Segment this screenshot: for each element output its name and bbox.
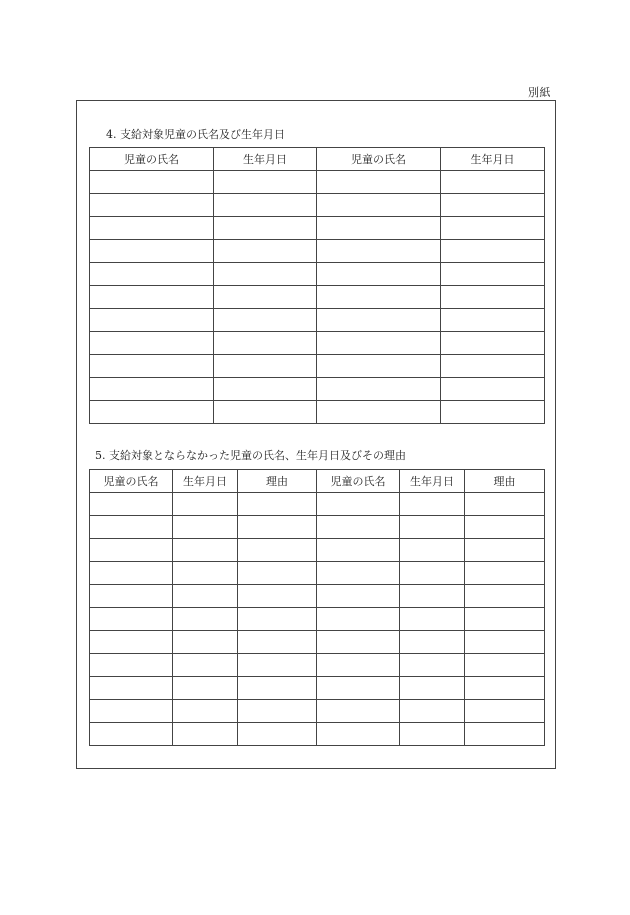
- entry-cell[interactable]: [214, 355, 317, 378]
- table-row: [90, 355, 545, 378]
- entry-cell[interactable]: [317, 539, 400, 562]
- table-row: [90, 585, 545, 608]
- entry-cell[interactable]: [90, 608, 173, 631]
- entry-cell[interactable]: [317, 355, 441, 378]
- entry-cell[interactable]: [90, 286, 214, 309]
- entry-cell[interactable]: [90, 309, 214, 332]
- entry-cell[interactable]: [214, 378, 317, 401]
- entry-cell[interactable]: [214, 240, 317, 263]
- table-row: [90, 654, 545, 677]
- entry-cell[interactable]: [317, 194, 441, 217]
- entry-cell[interactable]: [90, 539, 173, 562]
- entry-cell[interactable]: [317, 332, 441, 355]
- entry-cell[interactable]: [90, 700, 173, 723]
- entry-cell[interactable]: [90, 240, 214, 263]
- entry-cell[interactable]: [173, 654, 238, 677]
- table-row: [90, 539, 545, 562]
- entry-cell[interactable]: [173, 516, 238, 539]
- entry-cell[interactable]: [214, 263, 317, 286]
- table-row: [90, 516, 545, 539]
- entry-cell[interactable]: [214, 194, 317, 217]
- entry-cell[interactable]: [173, 608, 238, 631]
- entry-cell[interactable]: [238, 700, 317, 723]
- entry-cell[interactable]: [214, 401, 317, 424]
- entry-cell[interactable]: [317, 263, 441, 286]
- entry-cell[interactable]: [400, 723, 465, 746]
- entry-cell[interactable]: [465, 585, 545, 608]
- entry-cell[interactable]: [400, 654, 465, 677]
- section-4-heading: 4. 支給対象児童の氏名及び生年月日: [106, 128, 285, 141]
- entry-cell[interactable]: [238, 539, 317, 562]
- table-row: [90, 171, 545, 194]
- ineligible-children-table: [89, 469, 545, 746]
- entry-cell[interactable]: [90, 677, 173, 700]
- entry-cell[interactable]: [441, 286, 545, 309]
- entry-cell[interactable]: [317, 171, 441, 194]
- table-row: [90, 217, 545, 240]
- entry-cell[interactable]: [317, 401, 441, 424]
- table-header-row: [90, 148, 545, 171]
- entry-cell[interactable]: [238, 723, 317, 746]
- entry-cell[interactable]: [90, 516, 173, 539]
- entry-cell[interactable]: [90, 585, 173, 608]
- table-row: [90, 608, 545, 631]
- entry-cell[interactable]: [400, 493, 465, 516]
- column-header-birthdate: 生年月日: [173, 470, 238, 493]
- entry-cell[interactable]: [465, 562, 545, 585]
- table-row: [90, 286, 545, 309]
- column-header-birthdate: 生年月日: [441, 148, 545, 171]
- table-row: [90, 309, 545, 332]
- entry-cell[interactable]: [238, 654, 317, 677]
- table-row: [90, 631, 545, 654]
- table-row: [90, 493, 545, 516]
- entry-cell[interactable]: [214, 309, 317, 332]
- annex-label: 別紙: [528, 86, 551, 99]
- entry-cell[interactable]: [317, 286, 441, 309]
- entry-cell[interactable]: [400, 562, 465, 585]
- entry-cell[interactable]: [90, 355, 214, 378]
- entry-cell[interactable]: [90, 263, 214, 286]
- entry-cell[interactable]: [441, 332, 545, 355]
- entry-cell[interactable]: [90, 194, 214, 217]
- entry-cell[interactable]: [400, 700, 465, 723]
- entry-cell[interactable]: [317, 516, 400, 539]
- entry-cell[interactable]: [90, 378, 214, 401]
- column-header-child-name: 児童の氏名: [90, 470, 173, 493]
- column-header-reason: 理由: [465, 470, 545, 493]
- entry-cell[interactable]: [173, 631, 238, 654]
- entry-cell[interactable]: [441, 263, 545, 286]
- entry-cell[interactable]: [441, 194, 545, 217]
- entry-cell[interactable]: [214, 171, 317, 194]
- entry-cell[interactable]: [238, 608, 317, 631]
- entry-cell[interactable]: [441, 401, 545, 424]
- column-header-reason: 理由: [238, 470, 317, 493]
- entry-cell[interactable]: [317, 608, 400, 631]
- entry-cell[interactable]: [90, 217, 214, 240]
- column-header-child-name: 児童の氏名: [317, 470, 400, 493]
- entry-cell[interactable]: [238, 516, 317, 539]
- table-row: [90, 562, 545, 585]
- entry-cell[interactable]: [400, 677, 465, 700]
- entry-cell[interactable]: [173, 677, 238, 700]
- table-row: [90, 332, 545, 355]
- entry-cell[interactable]: [90, 654, 173, 677]
- entry-cell[interactable]: [465, 654, 545, 677]
- entry-cell[interactable]: [238, 677, 317, 700]
- table-row: [90, 194, 545, 217]
- entry-cell[interactable]: [90, 332, 214, 355]
- entry-cell[interactable]: [465, 493, 545, 516]
- entry-cell[interactable]: [400, 608, 465, 631]
- table-row: [90, 700, 545, 723]
- entry-cell[interactable]: [465, 677, 545, 700]
- entry-cell[interactable]: [317, 700, 400, 723]
- column-header-child-name: 児童の氏名: [317, 148, 441, 171]
- entry-cell[interactable]: [173, 562, 238, 585]
- column-header-birthdate: 生年月日: [214, 148, 317, 171]
- entry-cell[interactable]: [441, 217, 545, 240]
- entry-cell[interactable]: [173, 539, 238, 562]
- entry-cell[interactable]: [317, 240, 441, 263]
- column-header-child-name: 児童の氏名: [90, 148, 214, 171]
- entry-cell[interactable]: [173, 493, 238, 516]
- entry-cell[interactable]: [173, 723, 238, 746]
- table-row: [90, 240, 545, 263]
- section-5-heading: 5. 支給対象とならなかった児童の氏名、生年月日及びその理由: [95, 449, 406, 462]
- table-row: [90, 263, 545, 286]
- entry-cell[interactable]: [90, 723, 173, 746]
- entry-cell[interactable]: [238, 493, 317, 516]
- table-row: [90, 401, 545, 424]
- entry-cell[interactable]: [238, 585, 317, 608]
- table-row: [90, 677, 545, 700]
- entry-cell[interactable]: [465, 631, 545, 654]
- entry-cell[interactable]: [400, 516, 465, 539]
- entry-cell[interactable]: [465, 539, 545, 562]
- entry-cell[interactable]: [90, 631, 173, 654]
- entry-cell[interactable]: [214, 217, 317, 240]
- entry-cell[interactable]: [173, 700, 238, 723]
- entry-cell[interactable]: [441, 309, 545, 332]
- entry-cell[interactable]: [90, 493, 173, 516]
- column-header-birthdate: 生年月日: [400, 470, 465, 493]
- entry-cell[interactable]: [317, 378, 441, 401]
- entry-cell[interactable]: [317, 723, 400, 746]
- entry-cell[interactable]: [173, 585, 238, 608]
- entry-cell[interactable]: [238, 631, 317, 654]
- entry-cell[interactable]: [238, 562, 317, 585]
- entry-cell[interactable]: [465, 608, 545, 631]
- entry-cell[interactable]: [317, 309, 441, 332]
- entry-cell[interactable]: [214, 332, 317, 355]
- entry-cell[interactable]: [90, 171, 214, 194]
- entry-cell[interactable]: [317, 654, 400, 677]
- entry-cell[interactable]: [441, 240, 545, 263]
- entry-cell[interactable]: [90, 401, 214, 424]
- entry-cell[interactable]: [317, 677, 400, 700]
- entry-cell[interactable]: [90, 562, 173, 585]
- entry-cell[interactable]: [317, 217, 441, 240]
- entry-cell[interactable]: [465, 516, 545, 539]
- entry-cell[interactable]: [400, 631, 465, 654]
- entry-cell[interactable]: [214, 286, 317, 309]
- entry-cell[interactable]: [317, 585, 400, 608]
- entry-cell[interactable]: [400, 539, 465, 562]
- table-header-row: [90, 470, 545, 493]
- table-row: [90, 378, 545, 401]
- entry-cell[interactable]: [317, 631, 400, 654]
- entry-cell[interactable]: [317, 562, 400, 585]
- entry-cell[interactable]: [441, 378, 545, 401]
- entry-cell[interactable]: [465, 700, 545, 723]
- eligible-children-table: [89, 147, 545, 424]
- entry-cell[interactable]: [441, 355, 545, 378]
- entry-cell[interactable]: [400, 585, 465, 608]
- entry-cell[interactable]: [317, 493, 400, 516]
- entry-cell[interactable]: [465, 723, 545, 746]
- entry-cell[interactable]: [441, 171, 545, 194]
- table-row: [90, 723, 545, 746]
